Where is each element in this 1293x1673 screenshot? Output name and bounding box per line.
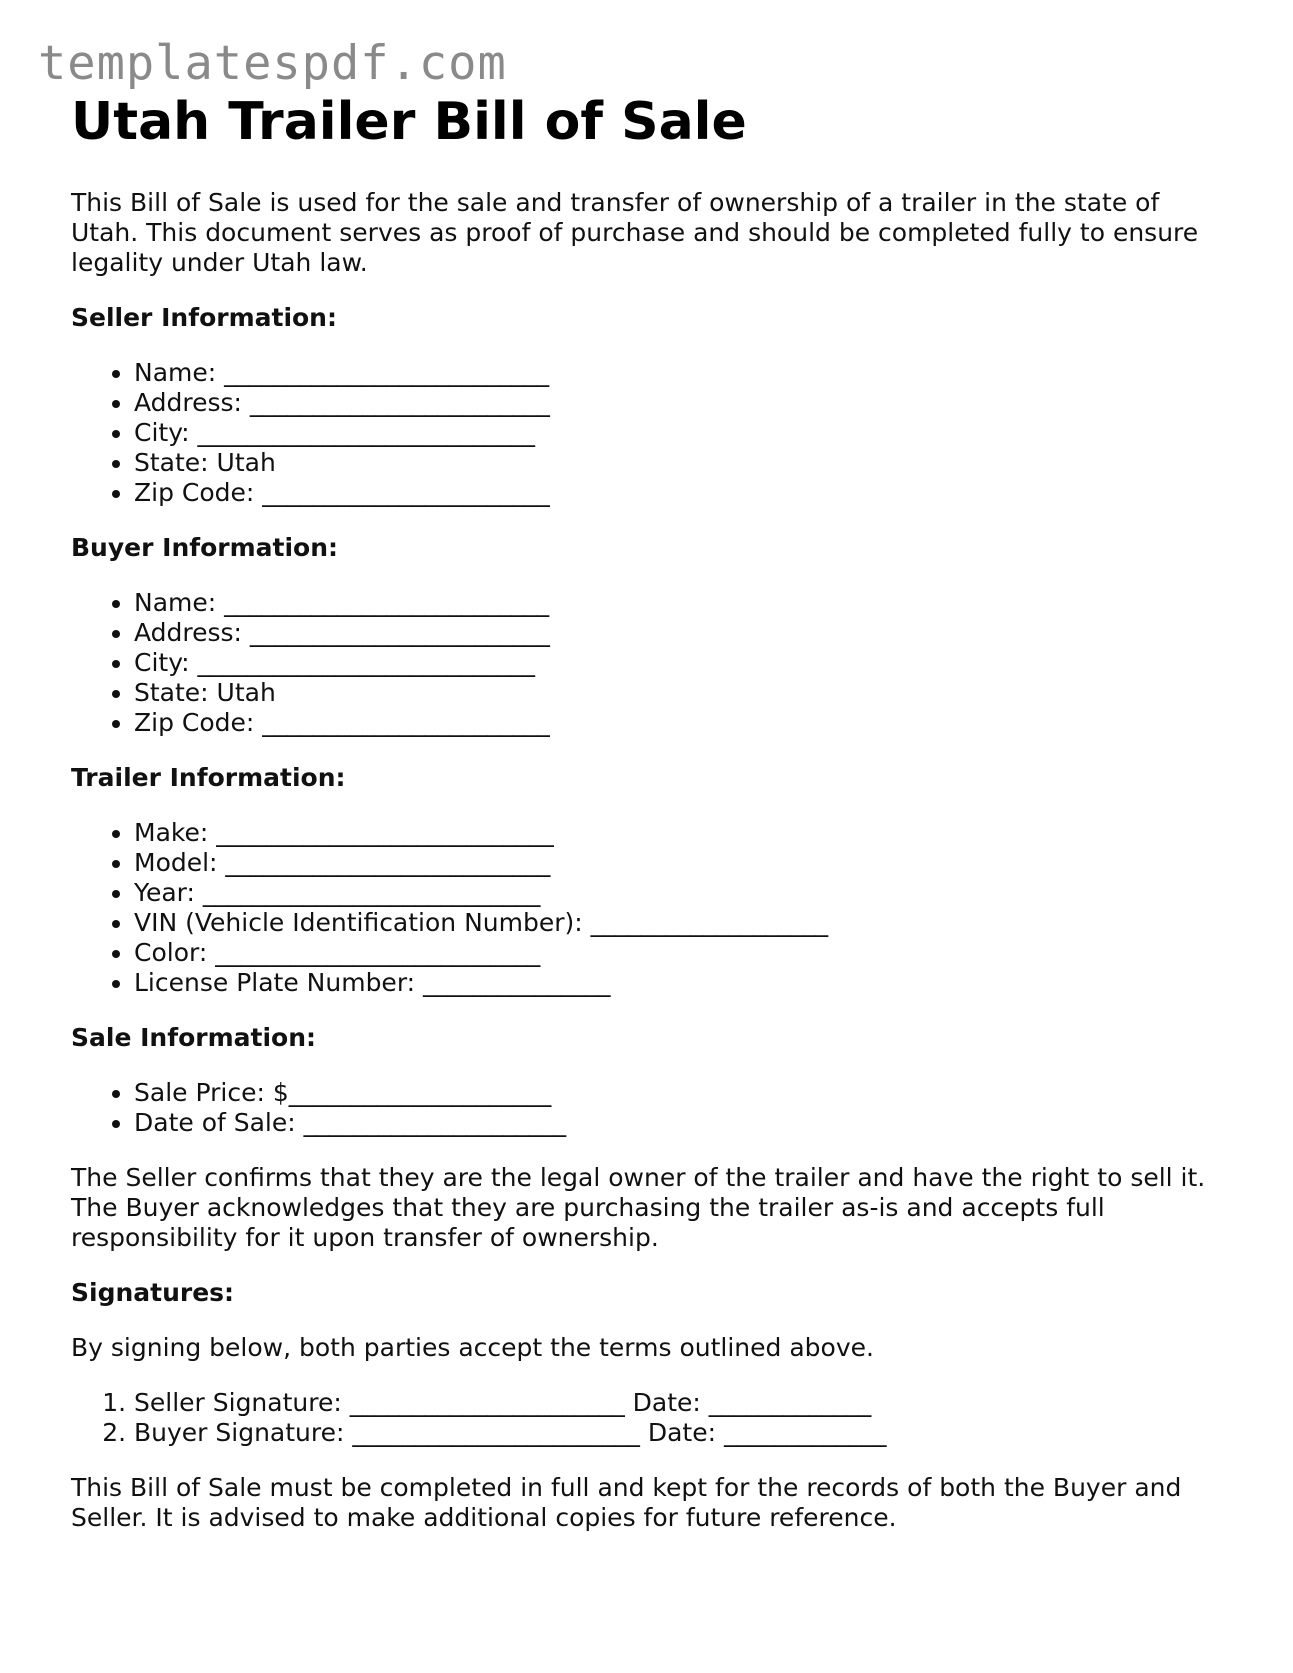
seller-address-field[interactable]: • Address: ________________________ bbox=[134, 388, 1231, 418]
buyer-city-field[interactable]: • City: ___________________________ bbox=[134, 648, 1231, 678]
trailer-model-field[interactable]: • Model: __________________________ bbox=[134, 848, 1231, 878]
seller-state-field: • State: Utah bbox=[134, 448, 1231, 478]
seller-city-field[interactable]: • City: ___________________________ bbox=[134, 418, 1231, 448]
buyer-field-list bbox=[71, 588, 1231, 738]
sale-date-field[interactable]: • Date of Sale: _____________________ bbox=[134, 1108, 1231, 1138]
document-page bbox=[71, 90, 1231, 1533]
buyer-heading: Buyer Information: bbox=[71, 533, 339, 562]
buyer-state-field: • State: Utah bbox=[134, 678, 1231, 708]
seller-signature-line[interactable]: 1. Seller Signature: ______________________ Date: _____________ bbox=[134, 1388, 1231, 1418]
seller-zip-field[interactable]: • Zip Code: _______________________ bbox=[134, 478, 1231, 508]
trailer-plate-field[interactable]: • License Plate Number: _______________ bbox=[134, 968, 1231, 998]
seller-name-field[interactable]: • Name: __________________________ bbox=[134, 358, 1231, 388]
signature-list bbox=[71, 1388, 1231, 1448]
seller-heading: Seller Information: bbox=[71, 303, 337, 332]
buyer-address-field[interactable]: • Address: ________________________ bbox=[134, 618, 1231, 648]
watermark: templatespdf.com bbox=[38, 36, 507, 91]
trailer-field-list bbox=[71, 818, 1231, 998]
buyer-name-field[interactable]: • Name: __________________________ bbox=[134, 588, 1231, 618]
trailer-color-field[interactable]: • Color: __________________________ bbox=[134, 938, 1231, 968]
signatures-heading: Signatures: bbox=[71, 1278, 235, 1307]
trailer-make-field[interactable]: • Make: ___________________________ bbox=[134, 818, 1231, 848]
closing-paragraph: This Bill of Sale must be completed in full and kept for the records of both the Buyer and Seller. It is advised to make additional copies for future reference. bbox=[71, 1473, 1182, 1532]
sale-field-list bbox=[71, 1078, 1231, 1138]
sale-heading: Sale Information: bbox=[71, 1023, 316, 1052]
trailer-heading: Trailer Information: bbox=[71, 763, 346, 792]
buyer-signature-line[interactable]: 2. Buyer Signature: _______________________ Date: _____________ bbox=[134, 1418, 1231, 1448]
seller-field-list bbox=[71, 358, 1231, 508]
signatures-statement: By signing below, both parties accept the terms outlined above. bbox=[71, 1333, 874, 1362]
sale-price-field[interactable]: • Sale Price: $_____________________ bbox=[134, 1078, 1231, 1108]
intro-paragraph: This Bill of Sale is used for the sale and transfer of ownership of a trailer in the state of Utah. This document serves as proof of purchase and should be completed fully to ensure legality under Utah law. bbox=[71, 188, 1199, 277]
trailer-year-field[interactable]: • Year: ___________________________ bbox=[134, 878, 1231, 908]
trailer-vin-field[interactable]: • VIN (Vehicle Identification Number): ___________________ bbox=[134, 908, 1231, 938]
page-title: Utah Trailer Bill of Sale bbox=[71, 92, 747, 152]
confirmation-paragraph: The Seller confirms that they are the legal owner of the trailer and have the right to sell it. The Buyer acknowledges that they are purchasing the trailer as-is and accepts full responsibility for it upon transfer of ownership. bbox=[71, 1163, 1206, 1252]
buyer-zip-field[interactable]: • Zip Code: _______________________ bbox=[134, 708, 1231, 738]
